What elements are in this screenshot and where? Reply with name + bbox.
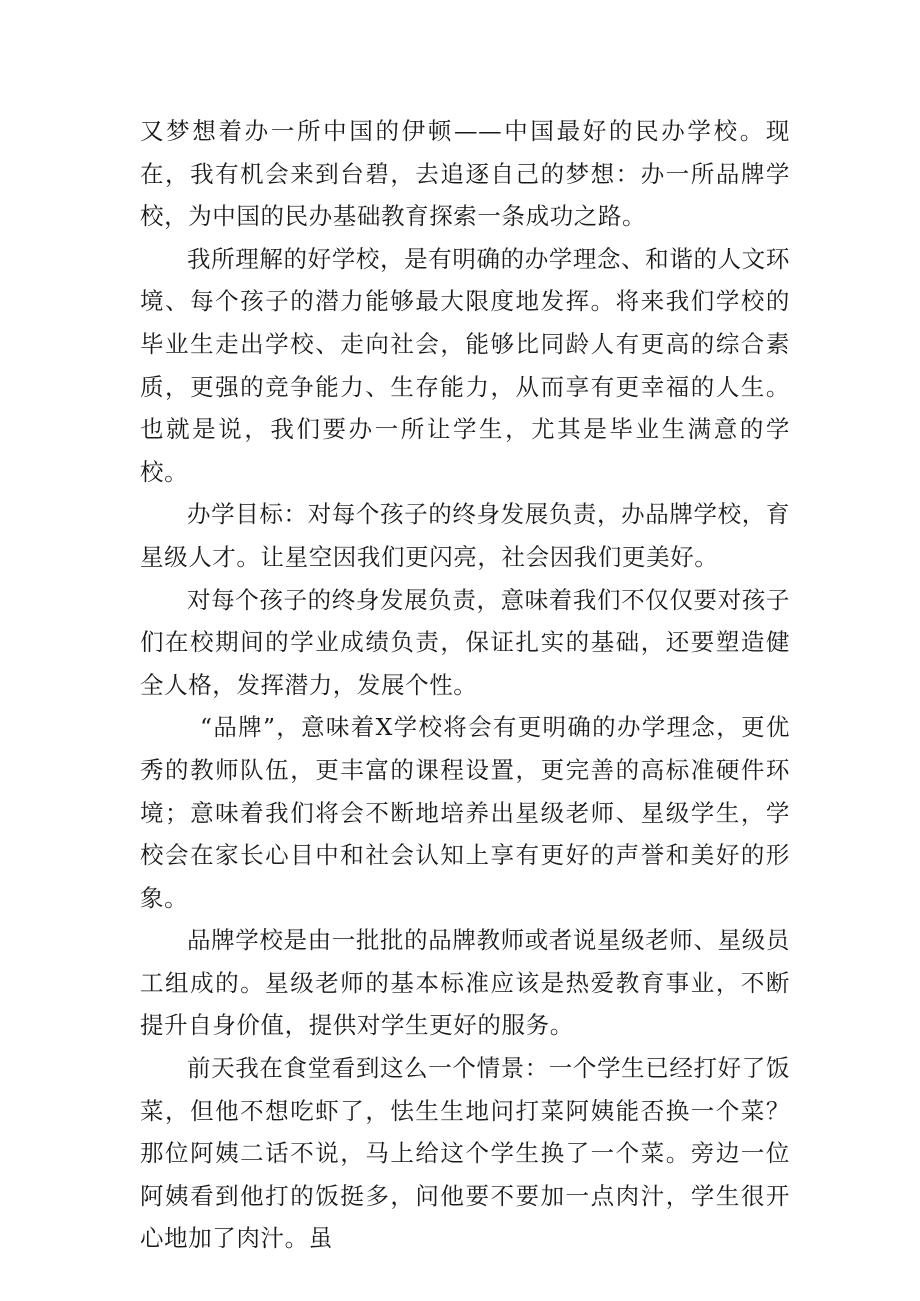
paragraph-4: 对每个孩子的终身发展负责，意味着我们不仅仅要对孩子们在校期间的学业成绩负责，保证扎实的基础，还要塑造健全人格，发挥潜力，发展个性。 (140, 585, 790, 699)
paragraph-5: “品牌”，意味着X学校将会有更明确的办学理念，更优秀的教师队伍，更丰富的课程设置，更完善的高标准硬件环境；意味着我们将会不断地培养出星级老师、星级学生，学校会在家长心目中和社会认知上享有更好的声誉和美好的形象。 (140, 713, 790, 912)
paragraph-2: 我所理解的好学校，是有明确的办学理念、和谐的人文环境、每个孩子的潜力能够最大限度地发挥。将来我们学校的毕业生走出学校、走向社会，能够比同龄人有更高的综合素质，更强的竞争能力、生存能力，从而享有更幸福的人生。也就是说，我们要办一所让学生，尤其是毕业生满意的学校。 (140, 244, 790, 486)
paragraph-3: 办学目标：对每个孩子的终身发展负责，办品牌学校，育星级人才。让星空因我们更闪亮，社会因我们更美好。 (140, 500, 790, 571)
paragraph-7: 前天我在食堂看到这么一个情景：一个学生已经打好了饭菜，但他不想吃虾了，怯生生地问打菜阿姨能否换一个菜？那位阿姨二话不说，马上给这个学生换了一个菜。旁边一位阿姨看到他打的饭挺多，问他要不要加一点肉汁，学生很开心地加了肉汁。虽 (140, 1054, 790, 1253)
paragraph-6: 品牌学校是由一批批的品牌教师或者说星级老师、星级员工组成的。星级老师的基本标准应该是热爱教育事业，不断提升自身价值，提供对学生更好的服务。 (140, 926, 790, 1040)
paragraph-1: 又梦想着办一所中国的伊顿——中国最好的民办学校。现在，我有机会来到台碧，去追逐自己的梦想：办一所品牌学校，为中国的民办基础教育探索一条成功之路。 (140, 117, 790, 231)
document-body (140, 110, 790, 1260)
